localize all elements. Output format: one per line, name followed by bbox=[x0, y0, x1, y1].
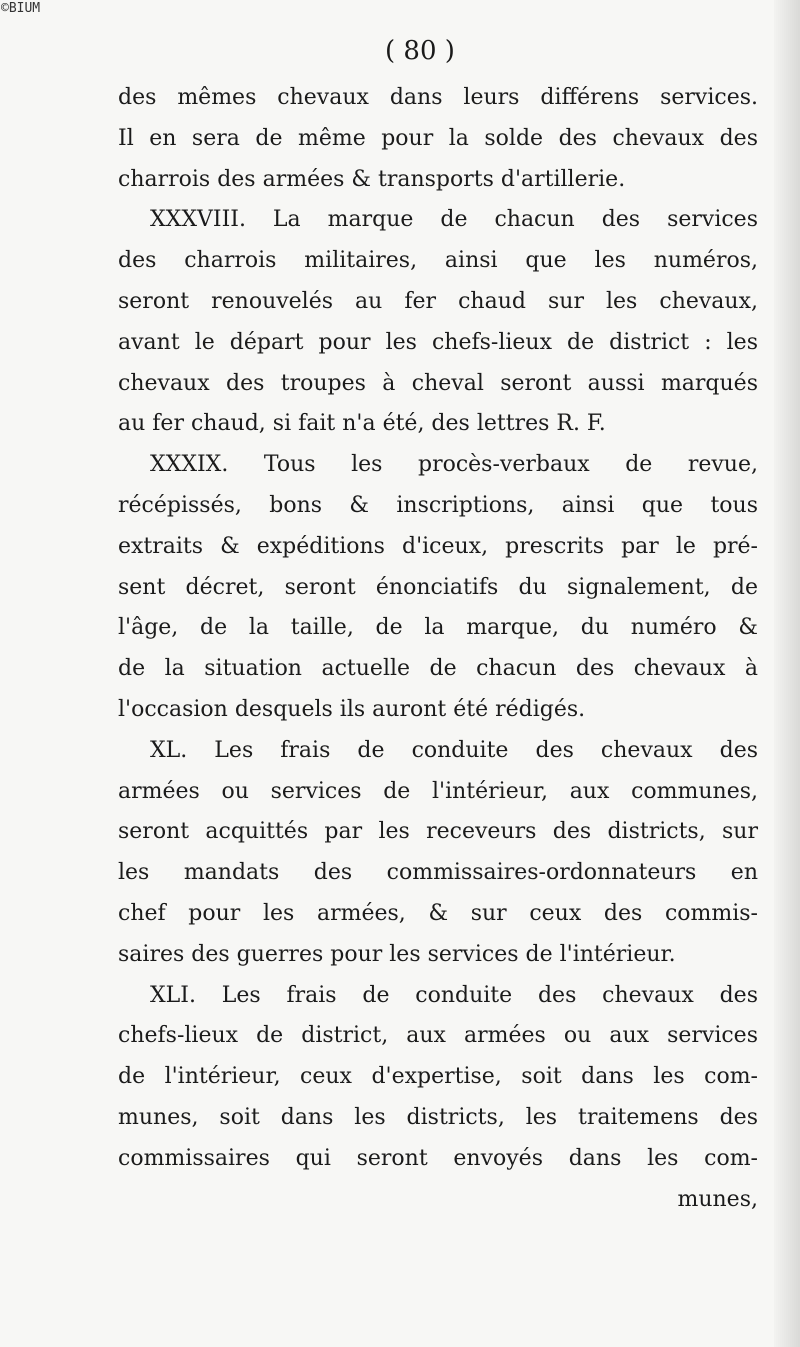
text-line: l'âge, de la taille, de la marque, du numéro & bbox=[118, 615, 758, 641]
text-line: munes, bbox=[677, 1186, 758, 1212]
text-line: de l'intérieur, ceux d'expertise, soit dans les com- bbox=[118, 1064, 758, 1090]
text-line: XXXVIII. La marque de chacun des services bbox=[150, 207, 758, 233]
text-line: les mandats des commissaires-ordonnateurs en bbox=[118, 860, 758, 886]
text-line: Il en sera de même pour la solde des chevaux des bbox=[118, 125, 758, 151]
text-line: commissaires qui seront envoyés dans les com- bbox=[118, 1145, 758, 1171]
text-line: au fer chaud, si fait n'a été, des lettres R. F. bbox=[118, 411, 606, 437]
text-line: chevaux des troupes à cheval seront aussi marqués bbox=[118, 370, 758, 396]
text-line: munes, soit dans les districts, les traitemens des bbox=[118, 1104, 758, 1130]
text-line: charrois des armées & transports d'artillerie. bbox=[118, 166, 626, 192]
text-line: chefs-lieux de district, aux armées ou aux services bbox=[118, 1023, 758, 1049]
text-line: de la situation actuelle de chacun des chevaux à bbox=[118, 656, 758, 682]
text-line: armées ou services de l'intérieur, aux communes, bbox=[118, 778, 758, 804]
text-line: l'occasion desquels ils auront été rédigés. bbox=[118, 696, 586, 722]
watermark-label: ©BIUM bbox=[1, 1, 41, 16]
text-line: seront acquittés par les receveurs des districts, sur bbox=[118, 819, 758, 845]
text-line: XXXIX. Tous les procès-verbaux de revue, bbox=[150, 452, 758, 478]
body-text bbox=[118, 78, 758, 1220]
page-edge-shadow bbox=[774, 0, 800, 1347]
text-line: XL. Les frais de conduite des chevaux des bbox=[150, 737, 758, 763]
page-number: ( 80 ) bbox=[385, 36, 455, 66]
text-line: XLI. Les frais de conduite des chevaux des bbox=[150, 982, 758, 1008]
text-line: saires des guerres pour les services de l'intérieur. bbox=[118, 941, 676, 967]
text-line: des charrois militaires, ainsi que les numéros, bbox=[118, 248, 758, 274]
text-line: récépissés, bons & inscriptions, ainsi que tous bbox=[118, 492, 758, 518]
text-line: chef pour les armées, & sur ceux des commis- bbox=[118, 900, 758, 926]
text-line: extraits & expéditions d'iceux, prescrits par le pré- bbox=[118, 533, 758, 559]
text-line: des mêmes chevaux dans leurs différens services. bbox=[118, 85, 758, 110]
text-line: seront renouvelés au fer chaud sur les chevaux, bbox=[118, 288, 758, 314]
text-line: sent décret, seront énonciatifs du signalement, de bbox=[118, 574, 758, 600]
text-line: avant le départ pour les chefs-lieux de district : les bbox=[118, 329, 758, 355]
